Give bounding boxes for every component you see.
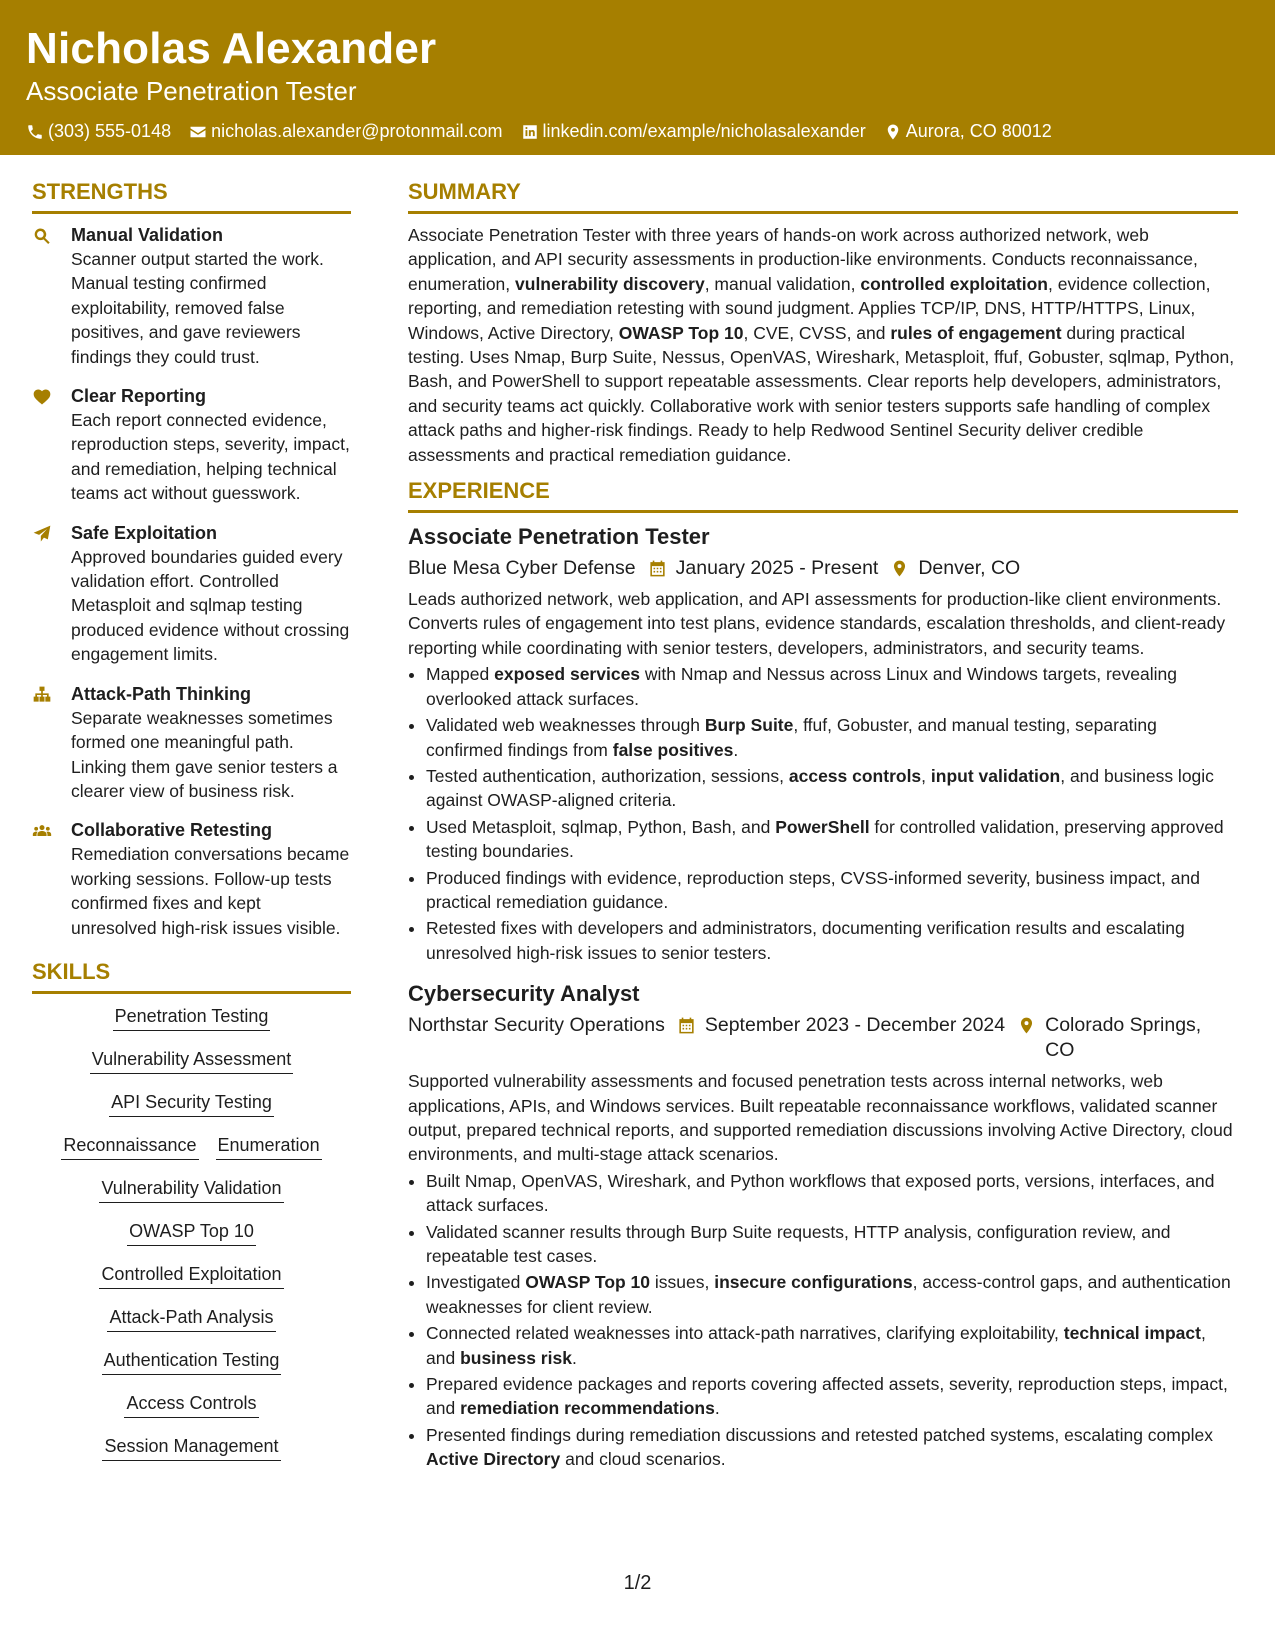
text-run: Presented findings during remediation discussions and retested patched systems, escalating complex — [426, 1424, 1213, 1445]
contact-email[interactable] — [189, 121, 502, 142]
sitemap-icon — [32, 685, 52, 705]
text-run: and cloud scenarios. — [560, 1449, 726, 1470]
calendar-icon — [648, 559, 667, 578]
text-run: , CVE, CVSS, and — [743, 322, 891, 343]
bold-text: controlled exploitation — [860, 273, 1048, 294]
list-item — [426, 1321, 1238, 1370]
text-run: Investigated — [426, 1272, 526, 1293]
skill-row — [32, 1132, 351, 1160]
linkedin-text: linkedin.com/example/nicholasalexander — [542, 121, 866, 141]
text-run: Retested fixes with developers and administrators, documenting verification results and escalating unresolved high-risk issues to senior testers. — [426, 918, 1185, 963]
text-run: , access-control gaps, and authentication weaknesses for client review. — [426, 1272, 1231, 1317]
text-run: with Nmap and Nessus across Linux and Windows targets, revealing overlooked attack surfaces. — [426, 664, 1177, 709]
skill-row — [32, 1261, 351, 1289]
bold-text: OWASP Top 10 — [525, 1272, 651, 1293]
phone-icon — [26, 123, 44, 141]
text-run: , and business logic against OWASP-aligned criteria. — [426, 765, 1214, 811]
text-run: Associate Penetration Tester with three years of hands-on work across authorized network, web application, and API security assessments in production-like environments. Conducts reconnaissance, enumeration, — [408, 225, 1198, 294]
experience-heading: EXPERIENCE — [408, 477, 1238, 513]
job-dates-text: September 2023 - December 2024 — [704, 1014, 1006, 1037]
skill-row — [32, 1304, 351, 1332]
skill-row — [32, 1433, 351, 1461]
bold-text: Burp Suite — [704, 715, 794, 736]
text-run: , evidence collection, reporting, and remediation retesting with sound judgment. Applies TCP/IP, DNS, HTTP/HTTPS, Linux, Windows, Active Directory, — [408, 273, 1211, 343]
phone-text: (303) 555-0148 — [48, 121, 172, 141]
summary-text — [408, 223, 1238, 467]
paper-plane-icon — [32, 524, 52, 544]
strength-title: Manual Validation — [71, 225, 224, 245]
bold-text: remediation recommendations — [460, 1398, 715, 1419]
job-title: Associate Penetration Tester — [408, 524, 710, 550]
skill-tag: Reconnaissance — [61, 1132, 198, 1160]
skill-tag: Enumeration — [216, 1132, 322, 1160]
bold-text: rules of engagement — [890, 322, 1062, 343]
job-location — [878, 556, 1020, 581]
skill-tag: Controlled Exploitation — [99, 1261, 283, 1289]
skill-tag: Attack-Path Analysis — [107, 1304, 275, 1332]
bold-text: Active Directory — [426, 1449, 561, 1470]
bold-text: technical impact — [1063, 1323, 1201, 1344]
skill-row — [32, 1347, 351, 1375]
job-description: Leads authorized network, web application, and API assessments for production-like client environments. Converts rules of engagement into test plans, evidence standards, escalation thresholds, and client-ready reporting while coordinating with senior testers, developers, administrators, and security teams. — [408, 589, 1226, 658]
job-location-text: Denver, CO — [918, 557, 1021, 580]
skills-list — [32, 1003, 351, 1461]
strength-title: Safe Exploitation — [71, 522, 218, 543]
resume-header — [0, 0, 1275, 155]
text-run: Mapped — [426, 664, 495, 685]
map-pin-icon — [890, 559, 909, 578]
bold-text: OWASP Top 10 — [618, 322, 744, 343]
skill-tag: Penetration Testing — [113, 1003, 271, 1031]
bold-text: vulnerability discovery — [515, 273, 705, 294]
list-item — [426, 815, 1238, 864]
bold-text: exposed services — [494, 664, 641, 685]
strengths-heading: STRENGTHS — [32, 178, 351, 214]
text-run: . — [571, 1347, 577, 1368]
text-run: , ffuf, Gobuster, and manual testing, separating confirmed findings from — [426, 715, 1157, 760]
bold-text: access controls — [788, 765, 922, 786]
skill-tag: Access Controls — [124, 1390, 258, 1418]
text-run: Used Metasploit, sqlmap, Python, Bash, and — [426, 816, 776, 837]
candidate-role: Associate Penetration Tester — [26, 76, 357, 106]
page-number: 1/2 — [623, 1572, 652, 1594]
summary-heading: SUMMARY — [408, 178, 1238, 214]
job-company: Northstar Security Operations — [408, 1014, 665, 1037]
strength-title: Clear Reporting — [71, 386, 207, 407]
job-dates — [636, 556, 879, 581]
candidate-name: Nicholas Alexander — [26, 24, 437, 73]
text-run: Tested authentication, authorization, sessions, — [426, 765, 789, 786]
job-location — [1005, 1013, 1215, 1063]
strength-title: Attack-Path Thinking — [71, 683, 252, 704]
job-entry — [408, 979, 1238, 1472]
text-run: . — [733, 739, 739, 760]
strength-item — [32, 818, 351, 940]
job-entry — [408, 522, 1238, 965]
text-run: Prepared evidence packages and reports covering affected assets, severity, reproduction steps, impact, and — [426, 1374, 1228, 1419]
bold-text: input validation — [930, 765, 1061, 786]
contact-bar — [26, 121, 1275, 142]
text-run: , and — [426, 1323, 1206, 1368]
skill-row — [32, 1218, 351, 1246]
text-run: Validated web weaknesses through — [426, 715, 705, 736]
map-pin-icon — [1017, 1016, 1036, 1035]
text-run: . — [714, 1398, 720, 1419]
skill-tag: Authentication Testing — [102, 1347, 282, 1375]
envelope-icon — [189, 123, 207, 141]
strength-text: Separate weaknesses sometimes formed one meaningful path. Linking them gave senior testers a clearer view of business risk. — [71, 707, 338, 801]
job-meta — [408, 556, 1238, 581]
skill-tag: Vulnerability Validation — [99, 1175, 283, 1203]
list-item — [426, 1169, 1238, 1218]
list-item — [426, 662, 1238, 711]
text-run: issues, — [650, 1272, 715, 1293]
list-item — [426, 916, 1238, 965]
strength-title: Collaborative Retesting — [71, 820, 273, 841]
skill-tag: API Security Testing — [109, 1089, 274, 1117]
heart-icon — [32, 387, 52, 407]
text-run: during practical testing. Uses Nmap, Burp Suite, Nessus, OpenVAS, Wireshark, Metasploit, ffuf, Gobuster, sqlmap, Python, Bash, and PowerShell to support repeatable assessments. Clear reports help developers, administrators, and security teams act quickly. Collaborative work with senior testers supports safe handling of complex attack paths and higher-risk findings. Ready to help Redwood Sentinel Security deliver credible assessments and practical remediation guidance. — [408, 322, 1235, 465]
skill-tag: OWASP Top 10 — [127, 1218, 256, 1246]
list-item — [426, 713, 1238, 762]
skills-heading: SKILLS — [32, 958, 351, 994]
email-text: nicholas.alexander@protonmail.com — [211, 121, 503, 141]
strength-text: Scanner output started the work. Manual testing confirmed exploitability, removed false positives, and gave reviewers findings they could trust. — [71, 249, 324, 367]
text-run: Produced findings with evidence, reproduction steps, CVSS-informed severity, business impact, and practical remediation guidance. — [426, 867, 1200, 912]
list-item — [426, 866, 1238, 915]
strength-item — [32, 223, 351, 369]
skill-row — [32, 1390, 351, 1418]
bold-text: PowerShell — [775, 816, 870, 837]
text-run: Built Nmap, OpenVAS, Wireshark, and Python workflows that exposed ports, versions, interfaces, and attack surfaces. — [426, 1170, 1215, 1216]
calendar-icon — [677, 1016, 696, 1035]
skill-row — [32, 1175, 351, 1203]
right-column — [408, 178, 1238, 1474]
contact-location — [884, 121, 1052, 142]
experience-list — [408, 522, 1238, 1472]
strength-text: Each report connected evidence, reproduction steps, severity, impact, and remediation, helping technical teams act without guesswork. — [71, 410, 350, 504]
strength-item — [32, 682, 351, 804]
job-bullets — [408, 1169, 1238, 1472]
job-description: Supported vulnerability assessments and focused penetration tests across internal networks, web applications, APIs, and Windows services. Built repeatable reconnaissance workflows, validated scanner output, prepared technical reports, and supported remediation discussions involving Active Directory, cloud environments, and multi-stage attack scenarios. — [408, 1071, 1233, 1165]
skill-tag: Session Management — [102, 1433, 280, 1461]
list-item — [426, 1372, 1238, 1421]
strength-text: Remediation conversations became working sessions. Follow-up tests confirmed fixes and kept unresolved high-risk issues visible. — [71, 844, 350, 938]
list-item — [426, 1220, 1238, 1269]
skill-row — [32, 1003, 351, 1031]
bold-text: false positives — [612, 739, 734, 760]
users-icon — [32, 821, 52, 841]
text-run: , — [921, 765, 931, 786]
job-company: Blue Mesa Cyber Defense — [408, 557, 636, 580]
strength-text: Approved boundaries guided every validation effort. Controlled Metasploit and sqlmap testing produced evidence without crossing engagement limits. — [71, 546, 350, 665]
text-run: Connected related weaknesses into attack-path narratives, clarifying exploitability, — [426, 1323, 1064, 1344]
skill-row — [32, 1046, 351, 1074]
job-location-text: Colorado Springs, CO — [1045, 1014, 1202, 1062]
contact-linkedin[interactable] — [521, 121, 866, 142]
list-item — [426, 1423, 1238, 1472]
skill-row — [32, 1089, 351, 1117]
skill-tag: Vulnerability Assessment — [90, 1046, 293, 1074]
job-dates-text: January 2025 - Present — [675, 557, 879, 580]
list-item — [426, 764, 1238, 813]
job-bullets — [408, 662, 1238, 965]
bold-text: insecure configurations — [714, 1272, 913, 1293]
job-dates — [665, 1013, 1005, 1038]
job-title: Cybersecurity Analyst — [408, 981, 640, 1007]
map-pin-icon — [884, 123, 902, 141]
search-icon — [32, 226, 52, 246]
text-run: , manual validation, — [704, 273, 861, 294]
bold-text: business risk — [460, 1347, 572, 1368]
linkedin-icon — [521, 123, 539, 141]
job-meta — [408, 1013, 1238, 1063]
text-run: for controlled validation, preserving approved testing boundaries. — [426, 816, 1224, 862]
location-text: Aurora, CO 80012 — [905, 121, 1052, 141]
contact-phone[interactable] — [26, 121, 171, 142]
list-item — [426, 1270, 1238, 1319]
text-run: Validated scanner results through Burp Suite requests, HTTP analysis, configuration review, and repeatable test cases. — [426, 1221, 1171, 1266]
strength-item — [32, 384, 351, 506]
left-column — [32, 178, 351, 1476]
strength-item — [32, 521, 351, 667]
